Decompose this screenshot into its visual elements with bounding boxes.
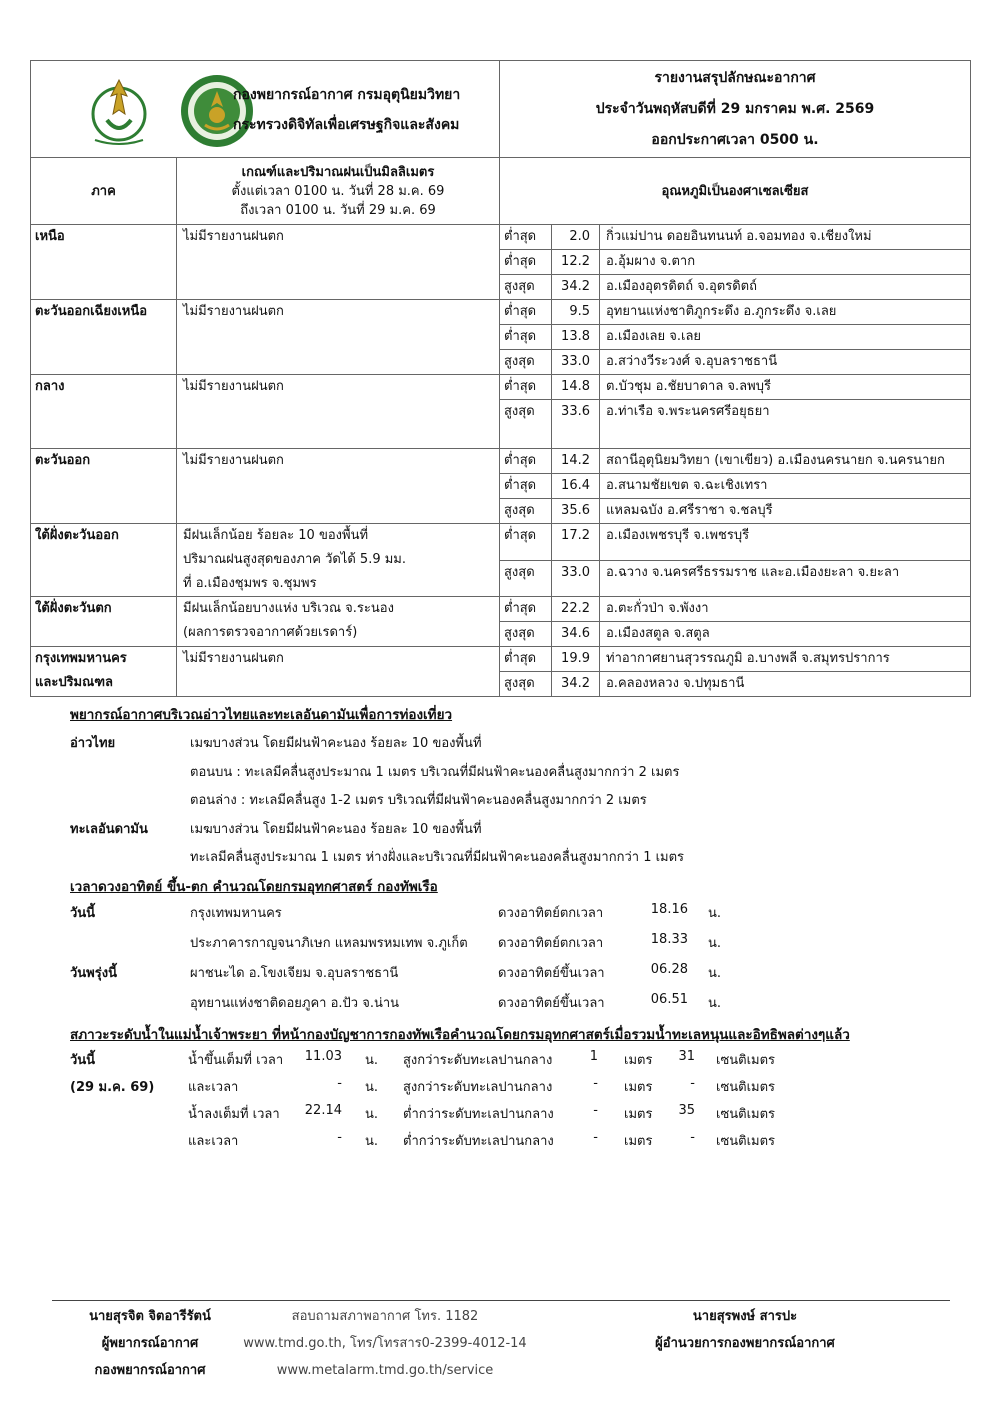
rainfall-cell: [177, 449, 500, 524]
temperature-location: อ.อุ้มผาง จ.ตาก: [600, 250, 971, 275]
andaman-label: ทะเลอันดามัน: [70, 822, 148, 837]
temperature-value: 22.2: [552, 597, 600, 622]
sun-time: 18.33: [650, 932, 688, 947]
region-name-cell: [31, 647, 177, 697]
tide-meters: -: [593, 1103, 598, 1118]
temperature-location: แหลมฉบัง อ.ศรีราชา จ.ชลบุรี: [600, 499, 971, 524]
region-name: กลาง: [35, 379, 65, 394]
temperature-row: [31, 300, 971, 325]
temperature-column-header: อุณหภูมิเป็นองศาเซลเซียส: [500, 158, 971, 225]
tide-centimeters-unit: เซนติเมตร: [716, 1053, 776, 1068]
tide-label: และเวลา: [188, 1080, 239, 1095]
region-name: ตะวันออก: [35, 453, 91, 468]
contact-phone: สอบถามสภาพอากาศ โทร. 1182: [291, 1309, 479, 1324]
tide-day-label: วันนี้: [70, 1053, 96, 1068]
tide-label: น้ำลงเต็มที่ เวลา: [188, 1107, 280, 1122]
temperature-value: 34.2: [552, 672, 600, 697]
temperature-type: สูงสุด: [500, 560, 552, 597]
sun-tomorrow-label: วันพรุ่งนี้: [70, 966, 117, 981]
temperature-type: สูงสุด: [500, 275, 552, 300]
gulf-line-3: ตอนล่าง : ทะเลมีคลื่นสูง 1-2 เมตร บริเวณที่มีฝนฟ้าคะนองคลื่นสูงมากกว่า 2 เมตร: [190, 793, 647, 808]
temperature-type: ต่ำสุด: [500, 597, 552, 622]
org-line-1: กองพยากรณ์อากาศ กรมอุตุนิยมวิทยา: [233, 87, 461, 103]
rainfall-text-line-2: ปริมาณฝนสูงสุดของภาค วัดได้ 5.9 มม.: [183, 552, 406, 567]
organization-name: [233, 80, 460, 140]
sun-event: ดวงอาทิตย์ตกเวลา: [498, 936, 604, 951]
tide-meters-unit: เมตร: [624, 1053, 653, 1068]
tide-label: น้ำขึ้นเต็มที่ เวลา: [188, 1053, 284, 1068]
temperature-location: อุทยานแห่งชาติภูกระดึง อ.ภูกระดึง จ.เลย: [600, 300, 971, 325]
temperature-type: ต่ำสุด: [500, 325, 552, 350]
andaman-line-1: เมฆบางส่วน โดยมีฝนฟ้าคะนอง ร้อยละ 10 ของพื้นที่: [190, 822, 482, 837]
sun-time-unit: น.: [708, 906, 722, 921]
temperature-type: ต่ำสุด: [500, 250, 552, 275]
temperature-value: 33.6: [552, 400, 600, 449]
tide-centimeters-unit: เซนติเมตร: [716, 1107, 776, 1122]
temperature-row: [31, 647, 971, 672]
temperature-row: [31, 449, 971, 474]
region-column-header: ภาค: [31, 158, 177, 225]
temperature-value: 34.2: [552, 275, 600, 300]
rainfall-text: มีฝนเล็กน้อย ร้อยละ 10 ของพื้นที่: [183, 528, 369, 543]
report-title: รายงานสรุปลักษณะอากาศ: [654, 69, 816, 86]
temperature-location: อ.คลองหลวง จ.ปทุมธานี: [600, 672, 971, 697]
region-name: ใต้ฝั่งตะวันตก: [35, 601, 112, 616]
region-name-cell: [31, 375, 177, 449]
temperature-location: อ.ตะกั่วป่า จ.พังงา: [600, 597, 971, 622]
rainfall-cell: [177, 375, 500, 449]
tide-centimeters: 31: [678, 1049, 695, 1064]
rain-header-from: ตั้งแต่เวลา 0100 น. วันที่ 28 ม.ค. 69: [231, 183, 445, 199]
region-name: ใต้ฝั่งตะวันออก: [35, 528, 119, 543]
temperature-value: 34.6: [552, 622, 600, 647]
header-table: [30, 60, 971, 158]
region-name-cell: [31, 597, 177, 647]
temperature-type: สูงสุด: [500, 622, 552, 647]
tide-meters-unit: เมตร: [624, 1134, 653, 1149]
temperature-type: ต่ำสุด: [500, 524, 552, 561]
temperature-value: 12.2: [552, 250, 600, 275]
tide-reference: สูงกว่าระดับทะเลปานกลาง: [403, 1053, 553, 1068]
temperature-location: อ.ท่าเรือ จ.พระนครศรีอยุธยา: [600, 400, 971, 449]
region-name-line-2: และปริมณฑล: [35, 675, 113, 690]
andaman-line-2: ทะเลมีคลื่นสูงประมาณ 1 เมตร ห่างฝั่งและบริเวณที่มีฝนฟ้าคะนองคลื่นสูงมากกว่า 1 เมตร: [190, 850, 685, 865]
rainfall-cell: [177, 597, 500, 647]
temperature-type: ต่ำสุด: [500, 474, 552, 499]
tide-reference: ต่ำกว่าระดับทะเลปานกลาง: [403, 1134, 554, 1149]
tide-centimeters-unit: เซนติเมตร: [716, 1134, 776, 1149]
temperature-location: ท่าอากาศยานสุวรรณภูมิ อ.บางพลี จ.สมุทรปราการ: [600, 647, 971, 672]
tide-meters: -: [593, 1130, 598, 1145]
sun-time: 18.16: [650, 902, 688, 917]
tide-centimeters: -: [690, 1130, 695, 1145]
temperature-row: [31, 375, 971, 400]
gulf-line-2: ตอนบน : ทะเลมีคลื่นสูงประมาณ 1 เมตร บริเวณที่มีฝนฟ้าคะนองคลื่นสูงมากกว่า 2 เมตร: [190, 765, 680, 780]
temperature-location: ต.บัวชุม อ.ชัยบาดาล จ.ลพบุรี: [600, 375, 971, 400]
temperature-location: อ.สนามชัยเขต จ.ฉะเชิงเทรา: [600, 474, 971, 499]
temperature-row: [31, 597, 971, 622]
sun-section-title: เวลาดวงอาทิตย์ ขึ้น-ตก คำนวณโดยกรมอุทกศาสตร์ กองทัพเรือ: [70, 879, 438, 895]
rain-column-header: [177, 158, 500, 225]
temperature-value: 14.8: [552, 375, 600, 400]
tide-time-unit: น.: [365, 1053, 379, 1068]
issue-time: ออกประกาศเวลา 0500 น.: [651, 131, 819, 148]
sun-place: กรุงเทพมหานคร: [190, 906, 282, 921]
temperature-type: ต่ำสุด: [500, 375, 552, 400]
weather-table-header: [31, 158, 971, 225]
forecaster-name: นายสุรจิต จิตอารีรัตน์: [89, 1309, 211, 1324]
sun-event: ดวงอาทิตย์ขึ้นเวลา: [498, 966, 605, 981]
tide-centimeters: 35: [678, 1103, 695, 1118]
sun-today-label: วันนี้: [70, 906, 96, 921]
tide-time: -: [337, 1076, 342, 1091]
tide-time-unit: น.: [365, 1107, 379, 1122]
rainfall-text-line-3: ที่ อ.เมืองชุมพร จ.ชุมพร: [183, 576, 317, 591]
sun-place: ผาชนะได อ.โขงเจียม จ.อุบลราชธานี: [190, 966, 399, 981]
header-left-cell: [31, 61, 500, 158]
tide-meters-unit: เมตร: [624, 1080, 653, 1095]
temperature-location: อ.เมืองสตูล จ.สตูล: [600, 622, 971, 647]
tide-meters-unit: เมตร: [624, 1107, 653, 1122]
temperature-type: สูงสุด: [500, 350, 552, 375]
temperature-type: ต่ำสุด: [500, 647, 552, 672]
temperature-value: 19.9: [552, 647, 600, 672]
temperature-value: 2.0: [552, 225, 600, 250]
region-name-cell: [31, 300, 177, 375]
contact-website[interactable]: www.tmd.go.th, โทร/โทรสาร0-2399-4012-14: [243, 1336, 527, 1351]
temperature-location: อ.เมืองเพชรบุรี จ.เพชรบุรี: [600, 524, 971, 561]
temperature-value: 9.5: [552, 300, 600, 325]
rainfall-cell: [177, 647, 500, 697]
region-name-cell: [31, 449, 177, 524]
rainfall-text: มีฝนเล็กน้อยบางแห่ง บริเวณ จ.ระนอง: [183, 601, 394, 616]
temperature-location: อ.สว่างวีระวงศ์ จ.อุบลราชธานี: [600, 350, 971, 375]
temperature-location: อ.เมืองเลย จ.เลย: [600, 325, 971, 350]
temperature-type: ต่ำสุด: [500, 225, 552, 250]
weather-table: [30, 157, 971, 697]
footer-divider: [52, 1300, 950, 1301]
contact-metalarm-link[interactable]: www.metalarm.tmd.go.th/service: [276, 1363, 494, 1378]
region-name: เหนือ: [35, 229, 65, 244]
rainfall-text: ไม่มีรายงานฝนตก: [183, 651, 284, 666]
temperature-value: 14.2: [552, 449, 600, 474]
temperature-location: กิ่วแม่ปาน ดอยอินทนนท์ อ.จอมทอง จ.เชียงใหม่: [600, 225, 971, 250]
director-name: นายสุรพงษ์ สารปะ: [692, 1309, 798, 1324]
sun-time-unit: น.: [708, 966, 722, 981]
tide-reference: สูงกว่าระดับทะเลปานกลาง: [403, 1080, 553, 1095]
tide-label: และเวลา: [188, 1134, 239, 1149]
temperature-row: [31, 524, 971, 561]
temperature-value: 35.6: [552, 499, 600, 524]
rainfall-text: ไม่มีรายงานฝนตก: [183, 379, 284, 394]
sun-event: ดวงอาทิตย์ขึ้นเวลา: [498, 996, 605, 1011]
region-name-cell: [31, 524, 177, 597]
temperature-value: 33.0: [552, 560, 600, 597]
report-title-cell: [500, 61, 971, 158]
rainfall-text: ไม่มีรายงานฝนตก: [183, 453, 284, 468]
temperature-value: 13.8: [552, 325, 600, 350]
rain-header-title: เกณฑ์และปริมาณฝนเป็นมิลลิเมตร: [241, 164, 435, 180]
tide-time: -: [337, 1130, 342, 1145]
report-date: ประจำวันพฤหัสบดีที่ 29 มกราคม พ.ศ. 2569: [595, 100, 875, 117]
tide-meters: -: [593, 1076, 598, 1091]
sun-place: อุทยานแห่งชาติดอยภูคา อ.ปัว จ.น่าน: [190, 996, 400, 1011]
temperature-type: ต่ำสุด: [500, 449, 552, 474]
marine-section-title: พยากรณ์อากาศบริเวณอ่าวไทยและทะเลอันดามันเพื่อการท่องเที่ยว: [70, 707, 453, 723]
temperature-type: สูงสุด: [500, 672, 552, 697]
temperature-type: สูงสุด: [500, 400, 552, 449]
rain-header-to: ถึงเวลา 0100 น. วันที่ 29 ม.ค. 69: [240, 202, 436, 218]
tide-day-date: (29 ม.ค. 69): [70, 1080, 155, 1095]
tide-time: 11.03: [304, 1049, 342, 1064]
sun-time: 06.51: [650, 992, 688, 1007]
sun-time-unit: น.: [708, 996, 722, 1011]
rainfall-cell: [177, 225, 500, 300]
temperature-location: อ.เมืองอุตรดิตถ์ จ.อุตรดิตถ์: [600, 275, 971, 300]
director-role: ผู้อำนวยการกองพยากรณ์อากาศ: [655, 1336, 835, 1351]
temperature-location: อ.ฉวาง จ.นครศรีธรรมราช และอ.เมืองยะลา จ.ยะลา: [600, 560, 971, 597]
tide-time-unit: น.: [365, 1134, 379, 1149]
temperature-value: 17.2: [552, 524, 600, 561]
tide-centimeters-unit: เซนติเมตร: [716, 1080, 776, 1095]
temperature-location: สถานีอุตุนิยมวิทยา (เขาเขียว) อ.เมืองนครนายก จ.นครนายก: [600, 449, 971, 474]
temperature-value: 33.0: [552, 350, 600, 375]
tide-time: 22.14: [304, 1103, 342, 1118]
temperature-value: 16.4: [552, 474, 600, 499]
forecaster-org: กองพยากรณ์อากาศ: [94, 1363, 206, 1378]
temperature-type: ต่ำสุด: [500, 300, 552, 325]
sun-place: ประภาคารกาญจนาภิเษก แหลมพรหมเทพ จ.ภูเก็ต: [190, 936, 468, 951]
rainfall-cell: [177, 524, 500, 597]
temperature-row: [31, 225, 971, 250]
rainfall-cell: [177, 300, 500, 375]
temperature-type: สูงสุด: [500, 499, 552, 524]
org-line-2: กระทรวงดิจิทัลเพื่อเศรษฐกิจและสังคม: [233, 117, 460, 133]
tide-reference: ต่ำกว่าระดับทะเลปานกลาง: [403, 1107, 554, 1122]
sun-time-unit: น.: [708, 936, 722, 951]
gulf-label: อ่าวไทย: [70, 736, 116, 751]
rainfall-text: ไม่มีรายงานฝนตก: [183, 229, 284, 244]
region-name: ตะวันออกเฉียงเหนือ: [35, 304, 148, 319]
rainfall-text-line-2: (ผลการตรวจอากาศด้วยเรดาร์): [183, 625, 358, 640]
tide-meters: 1: [589, 1049, 598, 1064]
forecaster-role: ผู้พยากรณ์อากาศ: [101, 1336, 199, 1351]
rainfall-text: ไม่มีรายงานฝนตก: [183, 304, 284, 319]
sun-event: ดวงอาทิตย์ตกเวลา: [498, 906, 604, 921]
gulf-line-1: เมฆบางส่วน โดยมีฝนฟ้าคะนอง ร้อยละ 10 ของพื้นที่: [190, 736, 482, 751]
ministry-logo-icon: [81, 70, 161, 150]
tide-section-title: สภาวะระดับน้ำในแม่น้ำเจ้าพระยา ที่หน้ากองบัญชาการกองทัพเรือคำนวณโดยกรมอุทกศาสตร์เมื่อรวมน้ำทะเลหนุนและอิทธิพลต่างๆแล้ว: [70, 1027, 850, 1043]
region-name: กรุงเทพมหานคร: [35, 651, 127, 666]
region-name-cell: [31, 225, 177, 300]
tide-centimeters: -: [690, 1076, 695, 1091]
tide-time-unit: น.: [365, 1080, 379, 1095]
sun-time: 06.28: [650, 962, 688, 977]
